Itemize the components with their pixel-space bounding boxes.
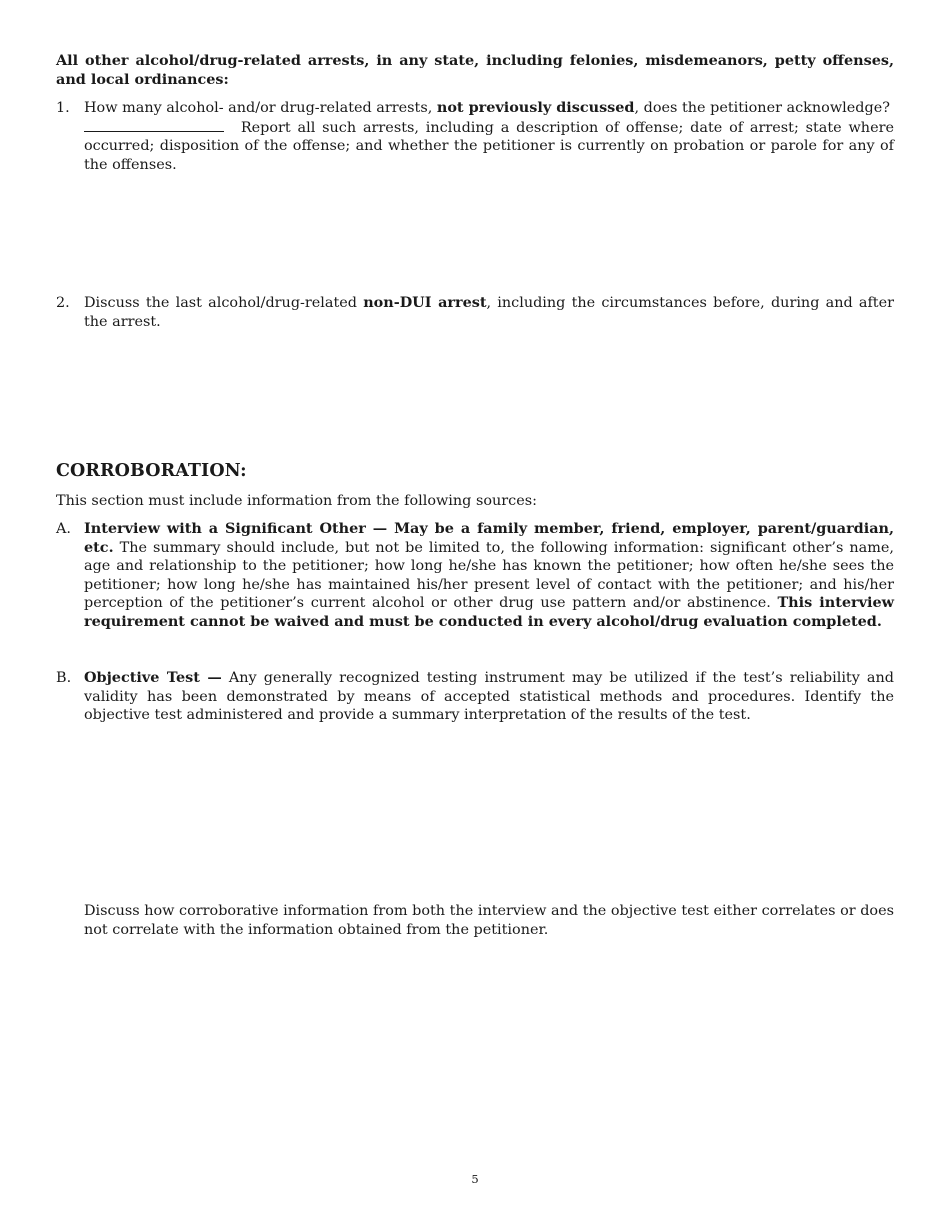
item-b-letter: B. (56, 670, 72, 686)
item-b-text: Objective Test — Any generally recognized testing instrument may be utilized if the test’s reliability and validity has been demonstrated by means of accepted statistical methods and procedures. Identify the objective test administered and provide a summary interpretation of the results of the test. (84, 669, 894, 724)
question-2 (56, 294, 894, 331)
question-2-text: Discuss the last alcohol/drug-related non-DUI arrest, including the circumstances before, during and after the arrest. (84, 294, 894, 330)
question-1-text: How many alcohol- and/or drug-related arrests, not previously discussed, does the petitioner acknowledge? Report all such arrests, including a description of offense; date of arrest; state where occurred; disposition of the offense; and whether the petitioner is currently on probation or parole for any of the offenses. (84, 99, 894, 173)
question-2-number: 2. (56, 295, 70, 311)
not-previously-discussed-emphasis: not previously discussed (436, 99, 635, 116)
document-page (56, 0, 894, 1230)
corroboration-heading: CORROBORATION: (56, 461, 247, 481)
discuss-correlation (56, 902, 894, 939)
corroboration-item-a (56, 520, 894, 632)
arrest-count-blank[interactable] (84, 118, 224, 132)
non-dui-arrest-emphasis: non-DUI arrest (363, 294, 487, 311)
item-a-letter: A. (56, 521, 71, 537)
waiver-requirement-emphasis: This interview requirement cannot be waived and must be conducted in every alcohol/drug evaluation completed. (84, 594, 894, 630)
significant-other-lead: Interview with a Significant Other — May be a family member, friend, employer, parent/guardian, etc. (84, 520, 894, 556)
objective-test-lead: Objective Test — (84, 669, 222, 686)
corroboration-item-b (56, 669, 894, 725)
question-1-number: 1. (56, 100, 70, 116)
arrests-section-heading: All other alcohol/drug-related arrests, in any state, including felonies, misdemeanors, petty offenses, and local ordinances: (56, 52, 894, 88)
item-a-text: Interview with a Significant Other — May be a family member, friend, employer, parent/guardian, etc. The summary should include, but not be limited to, the following information: significant other’s name, age and relationship to the petitioner; how long he/she has known the petitioner; how often he/she sees the petitioner; how long he/she has maintained his/her present level of contact with the petitioner; and his/her perception of the petitioner’s current alcohol or other drug use pattern and/or abstinence. This interview requirement cannot be waived and must be conducted in every alcohol/drug evaluation completed. (84, 520, 894, 630)
question-1 (56, 99, 894, 174)
corroboration-intro: This section must include information from the following sources: (56, 493, 537, 509)
discuss-correlation-text: Discuss how corroborative information from both the interview and the objective test either correlates or does not correlate with the information obtained from the petitioner. (84, 903, 894, 938)
page-number: 5 (471, 1172, 479, 1186)
